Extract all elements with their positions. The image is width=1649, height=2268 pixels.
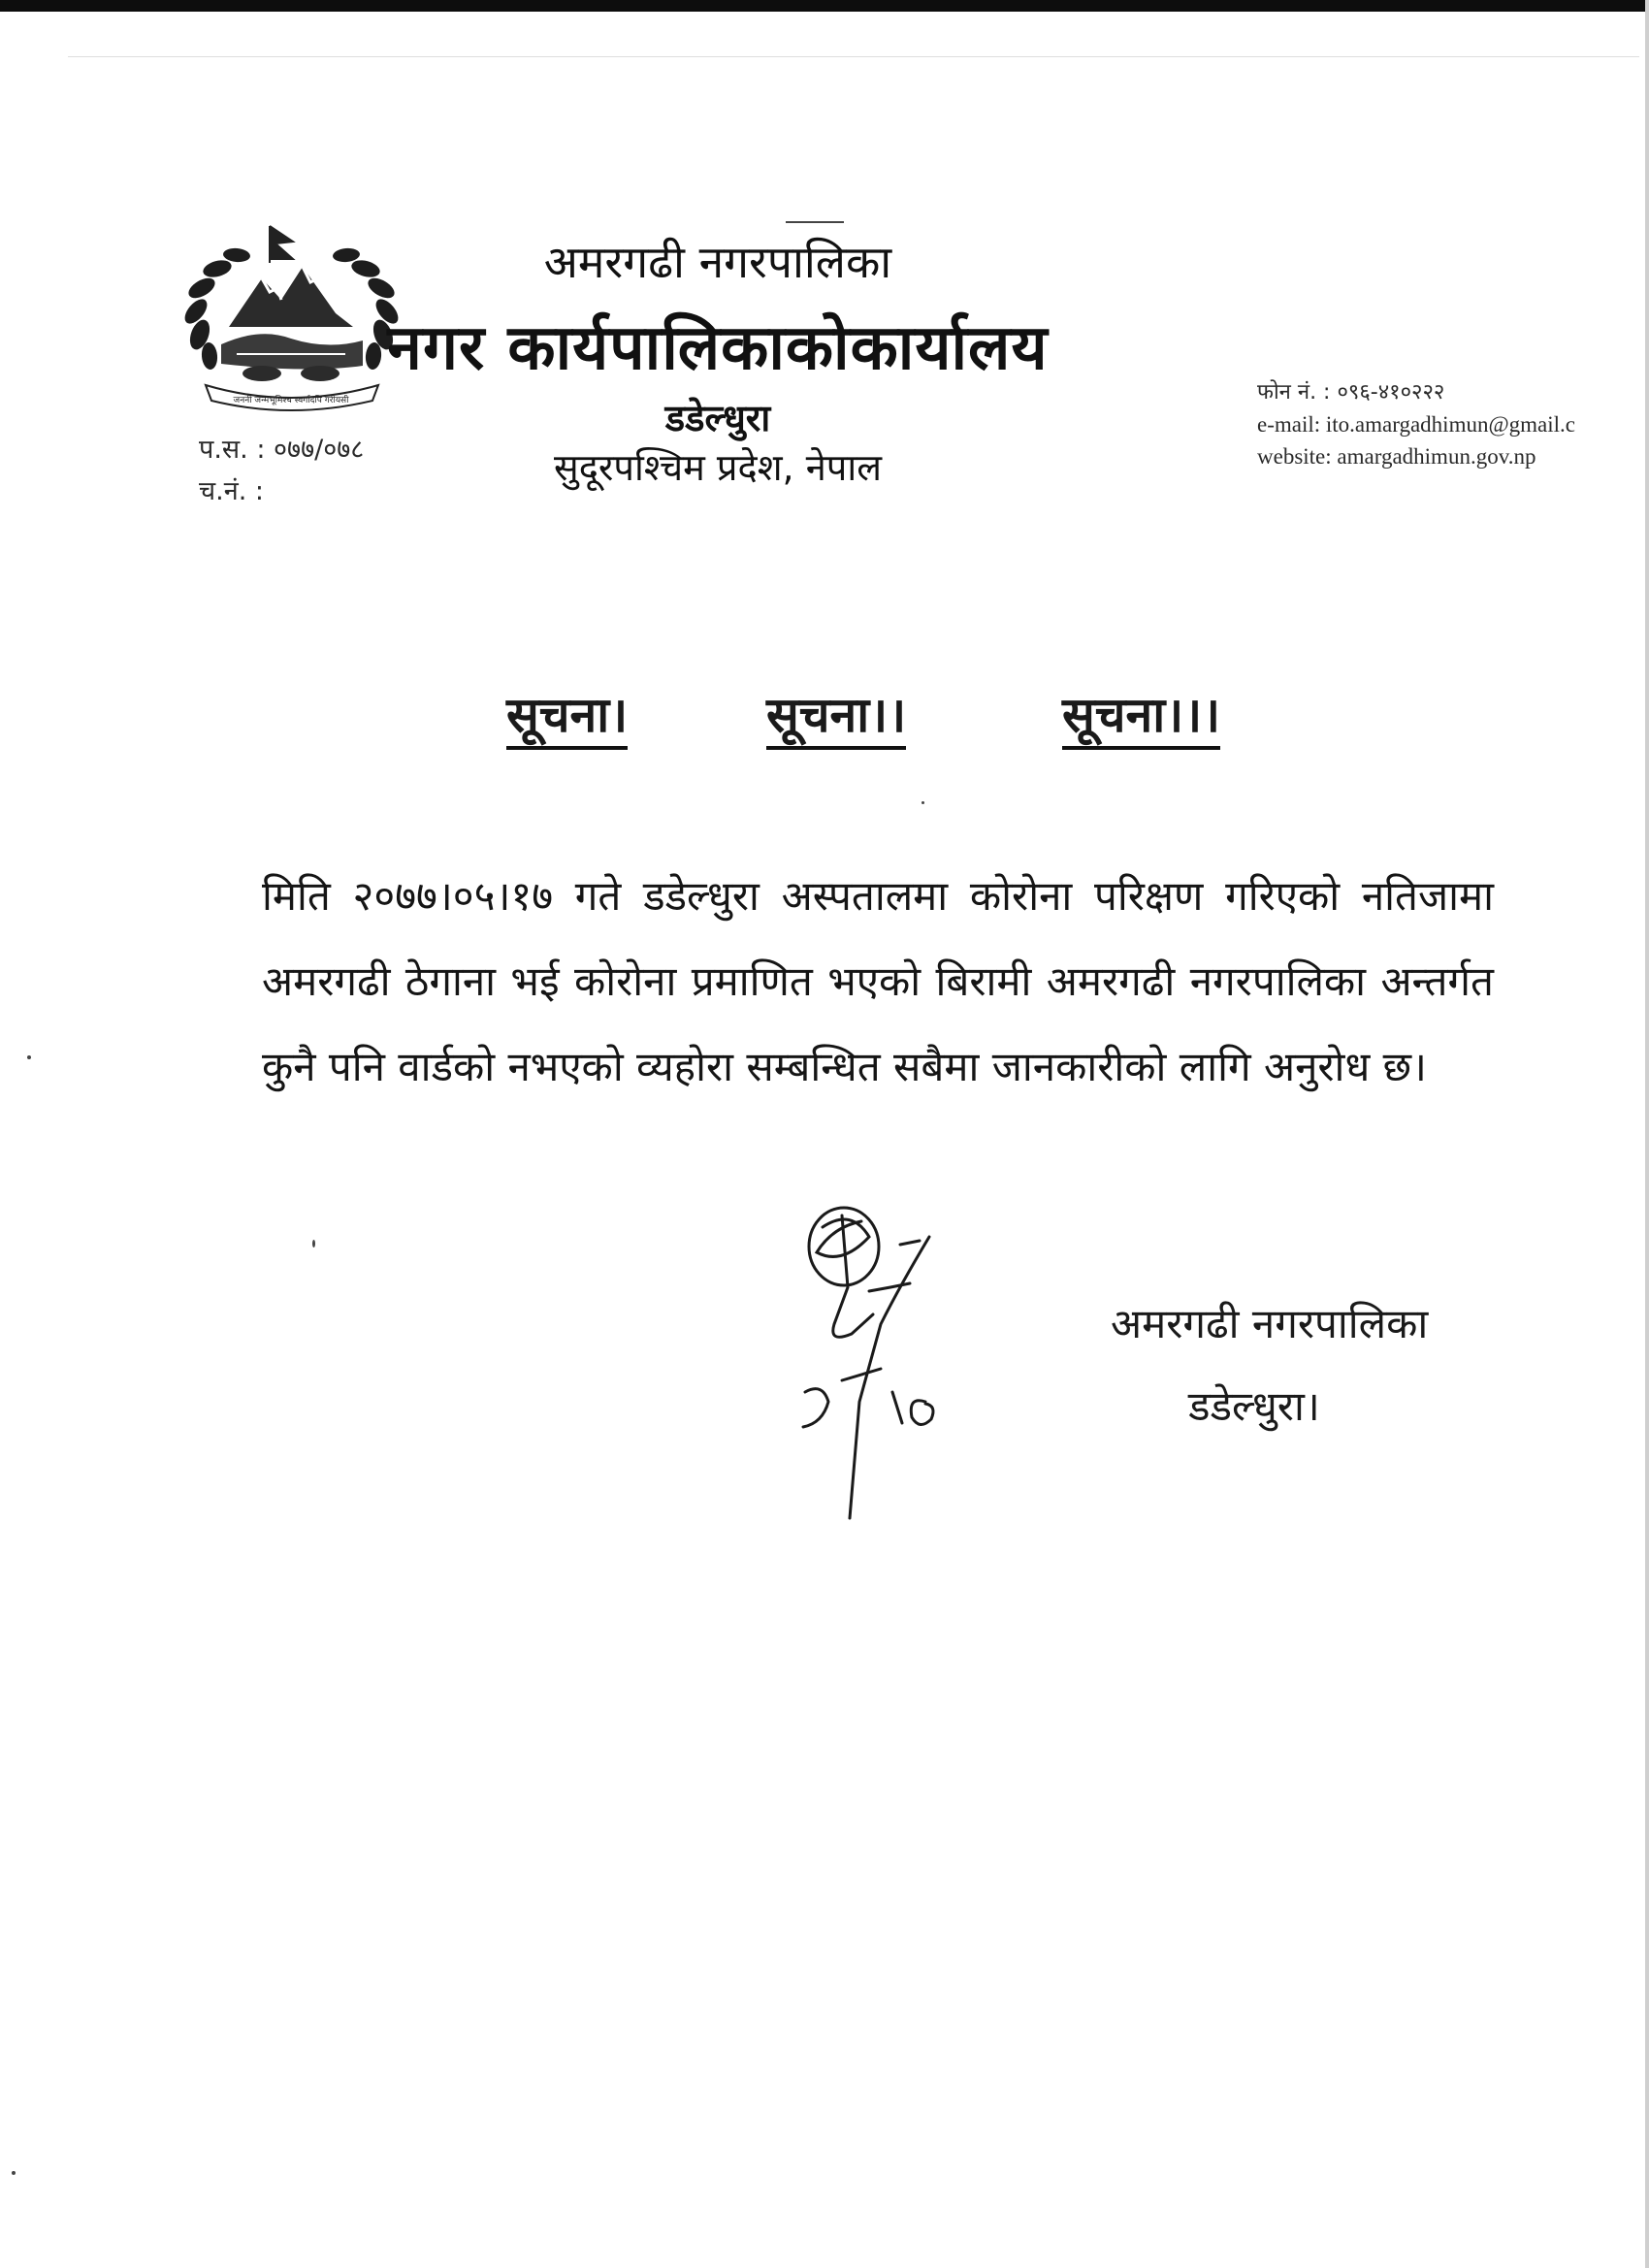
municipality-name: अमरगढी नगरपालिका: [543, 236, 892, 288]
notice-body-paragraph: मिति २०७७।०५।१७ गते डडेल्धुरा अस्पतालमा कोरोना परिक्षण गरिएको नतिजामा अमरगढी ठेगाना भई कोरोना प्रमाणित भएको बिरामी अमरगढी नगरपालिका अन्तर्गत कुनै पनि वार्डको नभएको व्यहोरा सम्बन्धित सबैमा जानकारीको लागि अनुरोध छ।: [262, 872, 1494, 1090]
handwritten-signature-icon: [784, 1198, 978, 1528]
signoff-place: डडेल्धुरा।: [1188, 1382, 1320, 1430]
emblem-ribbon-text: जननी जन्मभूमिश्च स्वर्गादपि गरीयसी: [233, 396, 349, 405]
scan-speck: [312, 1240, 315, 1247]
reference-number: प.स. : ०७७/०७८: [199, 435, 365, 465]
phone-number: फोन नं. : ०९६-४१०२२२: [1257, 380, 1445, 405]
notice-heading-row: [0, 689, 1649, 757]
scan-border-top: [0, 0, 1649, 12]
scan-speck: [27, 1055, 31, 1059]
dispatch-number: च.नं. :: [199, 476, 264, 506]
notice-heading-2: सूचना।।: [766, 689, 906, 750]
district-name: डडेल्धुरा: [664, 397, 771, 439]
email-address: e-mail: ito.amargadhimun@gmail.c: [1257, 412, 1575, 437]
scan-speck: [12, 2171, 16, 2175]
notice-heading-3: सूचना।।।: [1062, 689, 1220, 750]
province-country: सुदूरपश्चिम प्रदेश, नेपाल: [554, 446, 882, 489]
paper-edge-line: [68, 56, 1639, 57]
signoff-organization: अमरगढी नगरपालिका: [1111, 1300, 1429, 1347]
scan-border-right: [1645, 0, 1649, 2268]
office-name: नगर कार्यपालिकाकोकार्यालय: [387, 312, 1049, 384]
notice-heading-1: सूचना।: [506, 689, 628, 750]
scan-speck: [786, 221, 844, 223]
website-address: website: amargadhimun.gov.np: [1257, 444, 1536, 469]
scan-speck: [922, 801, 924, 804]
